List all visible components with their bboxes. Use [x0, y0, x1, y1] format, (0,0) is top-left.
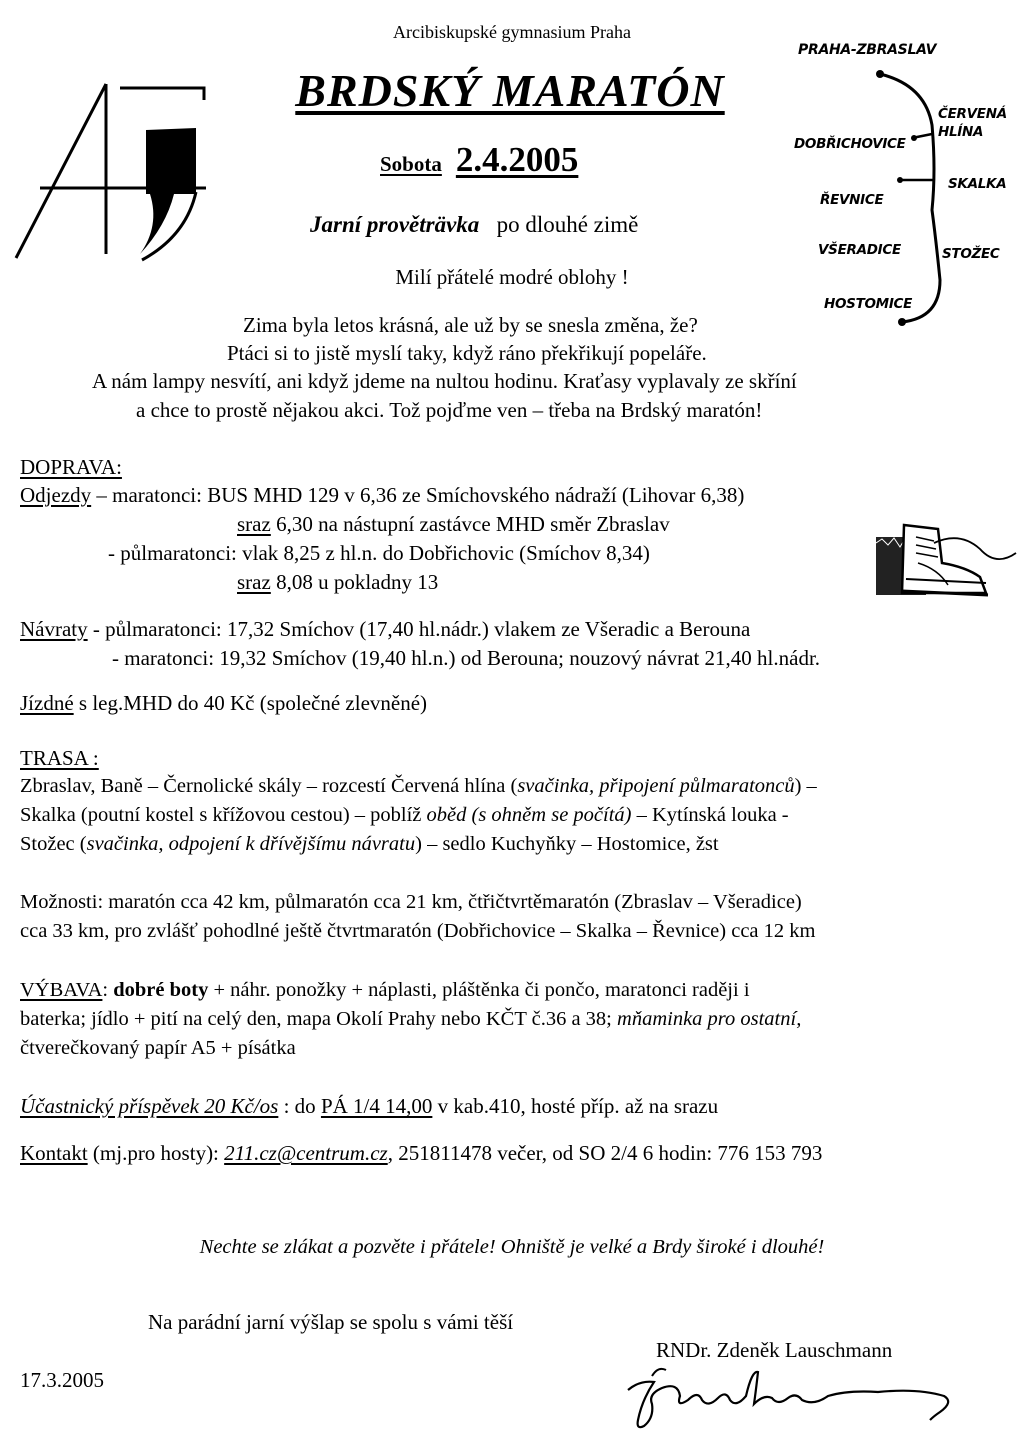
vybava-line: čtverečkovaný papír A5 + písátka [20, 1037, 296, 1059]
sraz-text: 8,08 u pokladny 13 [270, 570, 439, 594]
map-place-right: HLÍNA [938, 124, 984, 140]
boot-icon [876, 523, 1024, 601]
odjezdy-text: – maratonci: BUS MHD 129 v 6,36 ze Smíchovského nádraží (Lihovar 6,38) [91, 483, 745, 507]
map-place-right: STOŽEC [942, 246, 1000, 262]
prispevek-colon: : do [278, 1094, 321, 1118]
sraz-label: sraz [237, 570, 271, 594]
farewell-line: Na parádní jarní výšlap se spolu s vámi těší [148, 1310, 514, 1334]
sraz-text: 6,30 na nástupní zastávce MHD směr Zbraslav [270, 512, 670, 536]
trasa-text: ) – [794, 775, 817, 797]
trasa-text: ) – sedlo Kuchyňky – Hostomice, žst [415, 833, 719, 855]
prispevek-deadline: PÁ 1/4 14,00 [320, 1094, 433, 1118]
trasa-text: Skalka (poutní kostel s křížovou cestou) – poblíž [20, 804, 427, 826]
kontakt-label: Kontakt [20, 1141, 88, 1165]
signature-icon [618, 1360, 958, 1434]
vybava-italic: mňaminka pro ostatní, [617, 1008, 802, 1030]
prispevek-label: Účastnický příspěvek 20 Kč/os [20, 1094, 279, 1118]
doprava-heading: DOPRAVA: [20, 455, 122, 479]
subtitle-rest: po dlouhé zimě [496, 212, 639, 237]
navraty-line [20, 617, 750, 642]
subtitle-italic: Jarní prověträvka [310, 212, 480, 237]
navraty-text: - půlmaratonci: 17,32 Smíchov (17,40 hl.nádr.) vlakem ze Všeradic a Berouna [87, 617, 751, 641]
sraz-label: sraz [237, 512, 271, 536]
page-title: BRDSKÝ MARATÓN [295, 65, 725, 116]
trasa-line [20, 804, 789, 827]
map-place-left: HOSTOMICE [824, 296, 913, 312]
intro-line: a chce to prostě nějakou akci. Tož pojďme ven – třeba na Brdský maratón! [136, 398, 763, 422]
document-date: 17.3.2005 [20, 1368, 104, 1392]
prispevek-text: v kab.410, hosté příp. až na srazu [432, 1094, 719, 1118]
moznosti-line: Možnosti: maratón cca 42 km, půlmaratón cca 21 km, čtřičtvrtěmaratón (Zbraslav – Všeradice) [20, 891, 802, 913]
vybava-text: baterka; jídlo + pití na celý den, mapa Okolí Prahy nebo KČT č.36 a 38; [20, 1008, 618, 1030]
odjezdy-label: Odjezdy [20, 483, 92, 507]
vybava-line [20, 1008, 801, 1031]
intro-line: Zima byla letos krásná, ale už by se snesla změna, že? [243, 313, 698, 337]
map-place-left: VŠERADICE [818, 242, 901, 258]
trasa-text: Stožec ( [20, 833, 87, 855]
moznosti-line: cca 33 km, pro zvlášť pohodlné ještě čtvrtmaratón (Dobřichovice – Skalka – Řevnice) cca 12 km [20, 920, 816, 942]
trasa-heading: TRASA : [20, 746, 99, 770]
jizdne-text: s leg.MHD do 40 Kč (společné zlevněné) [73, 691, 428, 715]
map-place-left: ŘEVNICE [820, 192, 884, 208]
navraty-label: Návraty [20, 617, 88, 641]
vybava-bold: dobré boty [113, 979, 209, 1001]
subtitle [310, 212, 638, 238]
navraty-line: - maratonci: 19,32 Smíchov (19,40 hl.n.) od Berouna; nouzový návrat 21,40 hl.nádr. [112, 646, 821, 670]
map-place-left: DOBŘICHOVICE [794, 136, 906, 152]
date-day-label: Sobota [380, 152, 442, 176]
intro-line: A nám lampy nesvítí, ani když jdeme na nultou hodinu. Kraťasy vyplavaly ze skříní [92, 369, 797, 393]
trasa-text: – Kytínská louka - [631, 804, 789, 826]
ag-logo-icon [10, 76, 220, 266]
vybava-text: + náhr. ponožky + náplasti, pláštěnka či pončo, maratonci raději i [208, 979, 750, 1001]
date-value: 2.4.2005 [455, 140, 579, 179]
sraz-line [237, 512, 670, 537]
kontakt-email-link[interactable]: 211.cz@centrum.cz [224, 1141, 388, 1165]
odjezdy-line [20, 483, 744, 508]
event-date [380, 140, 578, 180]
map-place-right: ČERVENÁ [938, 106, 1007, 122]
trasa-italic: svačinka, připojení půlmaratonců [517, 775, 795, 797]
intro-line: Ptáci si to jistě myslí taky, když ráno překřikují popeláře. [227, 341, 707, 365]
kontakt-text: , 251811478 večer, od SO 2/4 6 hodin: 776 153 793 [387, 1141, 823, 1165]
map-place-right: SKALKA [948, 176, 1007, 192]
greeting: Milí přátelé modré oblohy ! [395, 265, 629, 289]
jizdne-line [20, 691, 427, 716]
vybava-line [20, 979, 750, 1002]
vybava-colon: : [102, 979, 114, 1001]
sraz-line [237, 570, 438, 595]
vybava-label: VÝBAVA [20, 979, 103, 1001]
kontakt-text: (mj.pro hosty): [87, 1141, 225, 1165]
school-name: Arcibiskupské gymnasium Praha [393, 22, 631, 42]
trasa-italic: svačinka, odpojení k dřívějšímu návratu [86, 833, 416, 855]
odjezdy-line: - půlmaratonci: vlak 8,25 z hl.n. do Dobřichovic (Smíchov 8,34) [108, 541, 650, 565]
jizdne-label: Jízdné [20, 691, 74, 715]
kontakt-line [20, 1141, 822, 1166]
closing-line: Nechte se zlákat a pozvěte i přátele! Ohniště je velké a Brdy široké i dlouhé! [199, 1236, 825, 1258]
prispevek-line [20, 1094, 718, 1119]
trasa-line [20, 833, 719, 856]
trasa-italic: oběd (s ohněm se počítá) [426, 804, 632, 826]
author-name: RNDr. Zdeněk Lauschmann [656, 1338, 893, 1362]
trasa-text: Zbraslav, Baně – Černolické skály – rozcestí Červená hlína ( [20, 775, 518, 797]
map-title: PRAHA-ZBRASLAV [798, 42, 937, 58]
trasa-line [20, 775, 817, 798]
